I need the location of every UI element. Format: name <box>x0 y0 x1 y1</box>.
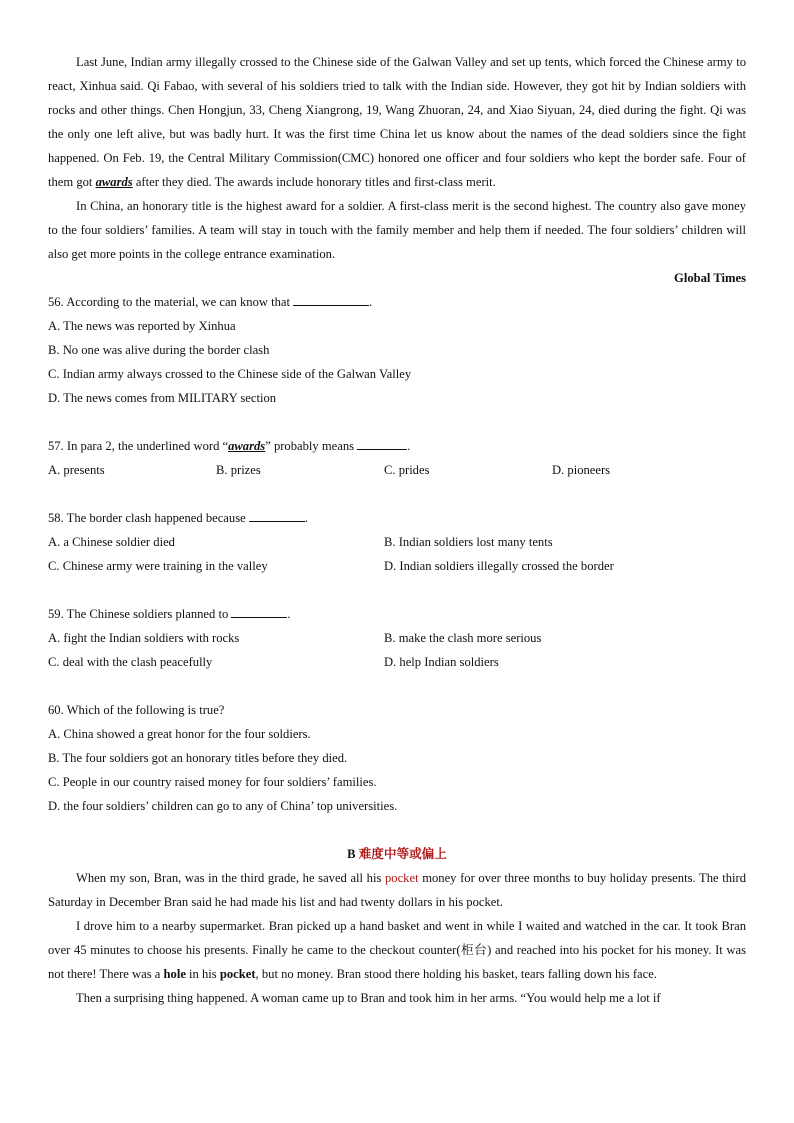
question-59-stem <box>48 602 746 626</box>
text-segment: , but no money. Bran stood there holding his basket, tears falling down his face. <box>255 967 657 981</box>
question-57-option-d: D. pioneers <box>552 463 611 477</box>
question-stem-end: . <box>407 439 411 453</box>
question-stem-end: . <box>287 607 291 621</box>
document-page <box>48 50 746 1010</box>
question-60-option-a: A. China showed a great honor for the four soldiers. <box>48 727 311 741</box>
text-segment: I drove him to a nearby supermarket. Bran picked up a hand basket and went in while I waited and watched in the car. It took Bran over 45 minutes to choose his presents. Finally he came to the checkout counter(柜台) and reached into his pocket for his money. It was not there! There was a <box>48 919 746 981</box>
passage-b-paragraph-2 <box>48 914 746 986</box>
question-58-option-a: A. a Chinese soldier died <box>48 535 175 549</box>
answer-blank <box>357 435 407 450</box>
question-56-stem <box>48 290 746 314</box>
question-60-option-d: D. the four soldiers’ children can go to any of China’ top universities. <box>48 799 398 813</box>
question-57-option-a: A. presents <box>48 463 105 477</box>
question-59-option-a: A. fight the Indian soldiers with rocks <box>48 631 240 645</box>
answer-blank <box>249 507 305 522</box>
question-57-option-c: C. prides <box>384 463 430 477</box>
passage-b-paragraph-3: Then a surprising thing happened. A woman came up to Bran and took him in her arms. “You would help me a lot if <box>76 991 661 1005</box>
section-b-heading <box>48 842 746 866</box>
question-60-option-b: B. The four soldiers got an honorary titles before they died. <box>48 751 348 765</box>
question-58-option-c: C. Chinese army were training in the valley <box>48 559 268 573</box>
answer-blank <box>293 291 369 306</box>
question-57-options <box>48 458 746 482</box>
question-56-option-a: A. The news was reported by Xinhua <box>48 319 236 333</box>
question-58-option-b: B. Indian soldiers lost many tents <box>384 535 553 549</box>
text-segment: money for over three months to buy holiday presents. The third Saturday in December Bran said he had made his list and had twenty dollars in his pocket. <box>48 871 746 909</box>
underlined-word-awards: awards <box>228 439 266 453</box>
question-stem-text: 57. In para 2, the underlined word “ <box>48 439 229 453</box>
text-segment: Last June, Indian army illegally crossed to the Chinese side of the Galwan Valley and set up tents, which forced the Chinese army to react, Xinhua said. Qi Fabao, with several of his soldiers tried to talk with the Indian side. However, they got hit by Indian soldiers with rocks and other things. Chen Hongjun, 33, Cheng Xiangrong, 19, Wang Zhuoran, 24, and Xiao Siyuan, 24, died during the fight. Qi was the only one left alive, but was badly hurt. It was the first time China let us know about the names of the dead soldiers since the fight happened. On Feb. 19, the Central Military Commission(CMC) honored one officer and four soldiers who kept the border safe. Four of them got <box>48 55 746 189</box>
question-58-options-row-1 <box>48 530 746 554</box>
question-58-stem <box>48 506 746 530</box>
text-segment: in his <box>185 967 220 981</box>
question-stem-text: 59. The Chinese soldiers planned to <box>48 607 232 621</box>
question-56-option-b: B. No one was alive during the border clash <box>48 343 270 357</box>
underlined-word-awards: awards <box>95 175 133 189</box>
source-label: Global Times <box>674 271 746 285</box>
question-59-option-d: D. help Indian soldiers <box>384 655 499 669</box>
question-57-option-b: B. prizes <box>216 463 261 477</box>
bold-word-hole: hole <box>163 967 186 981</box>
question-59-options-row-2 <box>48 650 746 674</box>
question-56-option-c: C. Indian army always crossed to the Chinese side of the Galwan Valley <box>48 367 412 381</box>
answer-blank <box>231 603 287 618</box>
question-stem-text: 58. The border clash happened because <box>48 511 249 525</box>
question-56-option-d: D. The news comes from MILITARY section <box>48 391 277 405</box>
question-57-stem <box>48 434 746 458</box>
question-59-options-row-1 <box>48 626 746 650</box>
question-60-option-c: C. People in our country raised money for four soldiers’ families. <box>48 775 377 789</box>
passage-a-paragraph-2: In China, an honorary title is the highest award for a soldier. A first-class merit is the second highest. The country also gave money to the four soldiers’ families. A team will stay in touch with the family member and help them if needed. The four soldiers’ children will also get more points in the college entrance examination. <box>48 199 746 261</box>
question-stem-text: ” probably means <box>265 439 358 453</box>
question-60-stem: 60. Which of the following is true? <box>48 703 225 717</box>
question-stem-end: . <box>304 511 308 525</box>
question-stem-text: 56. According to the material, we can know that <box>48 295 294 309</box>
question-59-option-c: C. deal with the clash peacefully <box>48 655 213 669</box>
bold-word-pocket: pocket <box>219 967 256 981</box>
question-59-option-b: B. make the clash more serious <box>384 631 542 645</box>
difficulty-label: 难度中等或偏上 <box>358 847 447 861</box>
question-stem-end: . <box>369 295 373 309</box>
passage-a-paragraph-1 <box>48 50 746 194</box>
passage-b-paragraph-1 <box>48 866 746 914</box>
section-letter: B <box>347 847 359 861</box>
question-58-option-d: D. Indian soldiers illegally crossed the border <box>384 559 614 573</box>
question-58-options-row-2 <box>48 554 746 578</box>
highlighted-word-pocket: pocket <box>385 871 419 885</box>
text-segment: after they died. The awards include honorary titles and first-class merit. <box>132 175 496 189</box>
text-segment: When my son, Bran, was in the third grade, he saved all his <box>76 871 385 885</box>
